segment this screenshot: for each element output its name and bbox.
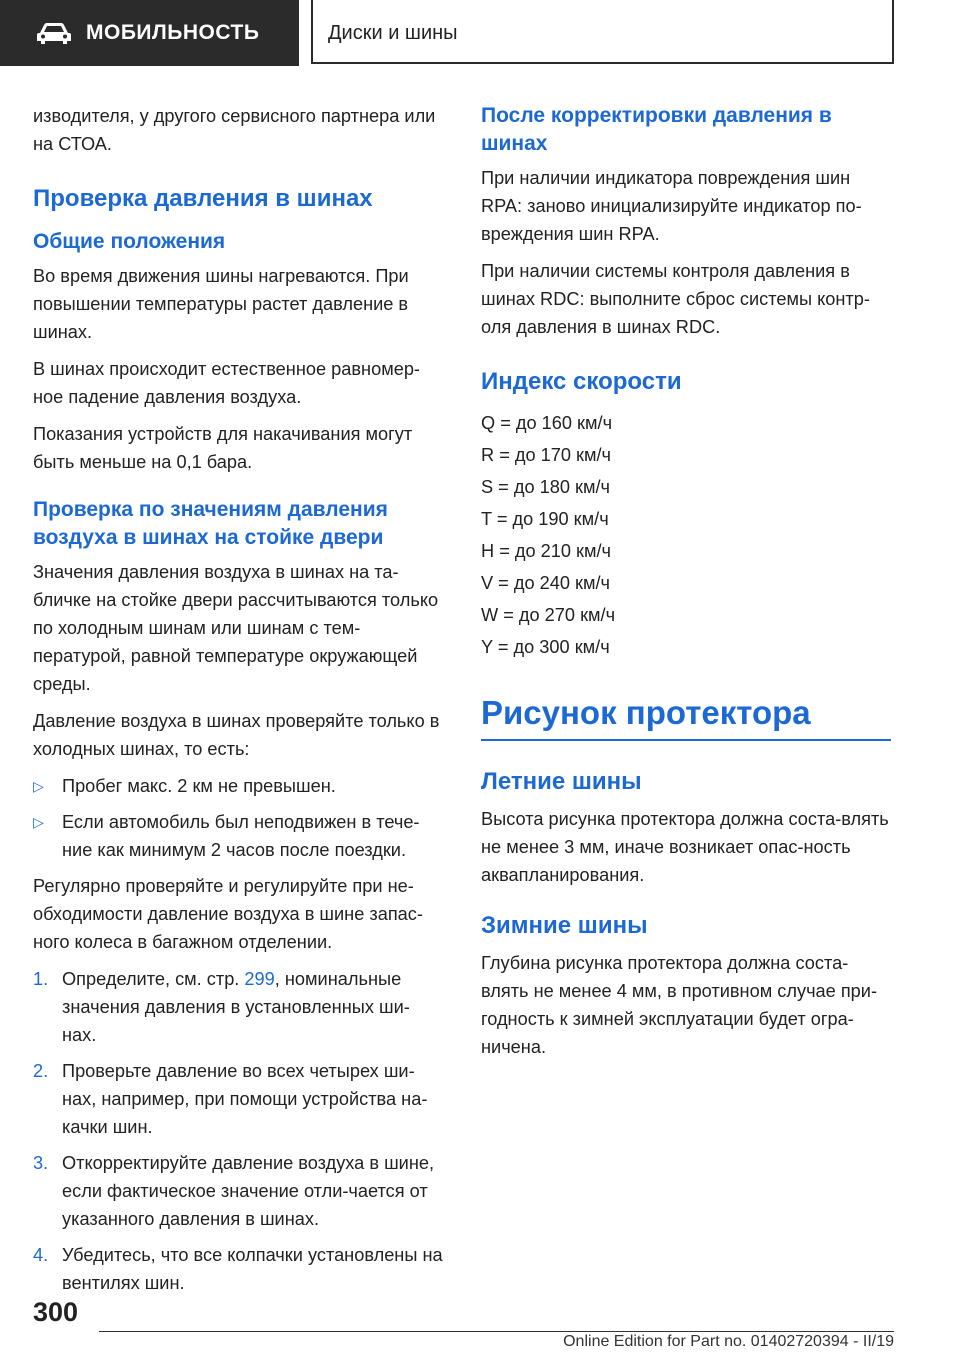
heading-door-values: Проверка по значениям давления воздуха в шинах на стойке двери bbox=[33, 498, 388, 549]
heading-check-pressure: Проверка давления в шинах bbox=[33, 185, 373, 212]
speed-item: S = до 180 км/ч bbox=[481, 477, 611, 497]
footer-edition: Online Edition for Part no. 01402720394 - II/19 bbox=[563, 1333, 894, 1350]
chapter-tab[interactable] bbox=[311, 0, 894, 64]
paragraph-summer: Высота рисунка протектора должна соста-влять не менее 3 мм, иначе возникает опас-ность аквапланирования. bbox=[481, 809, 889, 885]
paragraph-general-2: В шинах происходит естественное равномер-ное падение давления воздуха. bbox=[33, 359, 420, 407]
page-header bbox=[0, 0, 960, 66]
speed-item: T = до 190 км/ч bbox=[481, 509, 609, 529]
footer-divider bbox=[99, 1331, 894, 1332]
left-column bbox=[33, 102, 443, 1305]
speed-item: R = до 170 км/ч bbox=[481, 445, 612, 465]
step-number: 3. bbox=[33, 1153, 49, 1173]
speed-item: H = до 210 км/ч bbox=[481, 541, 612, 561]
speed-item: V = до 240 км/ч bbox=[481, 573, 611, 593]
speed-item: Q = до 160 км/ч bbox=[481, 413, 613, 433]
heading-after-correction: После корректировки давления в шинах bbox=[481, 104, 832, 155]
section-title: МОБИЛЬНОСТЬ bbox=[86, 21, 260, 44]
paragraph-door-2: Давление воздуха в шинах проверяйте только в холодных шинах, то есть: bbox=[33, 711, 440, 759]
paragraph-general-1: Во время движения шины нагреваются. При повышении температуры растет давление в шинах. bbox=[33, 266, 409, 342]
step-number: 1. bbox=[33, 969, 49, 989]
speed-item: W = до 270 км/ч bbox=[481, 605, 616, 625]
heading-general: Общие положения bbox=[33, 230, 226, 253]
right-column bbox=[481, 102, 891, 1070]
step-item: 2. Проверьте давление во всех четырех ши-нах, например, при помощи устройства на-качки шин. bbox=[33, 1057, 443, 1141]
step-item: 1. Определите, см. стр. 299, номинальные значения давления в установленных ши-нах. bbox=[33, 965, 443, 1049]
speed-index-list bbox=[481, 409, 891, 661]
triangle-bullet-icon: ▷ bbox=[33, 814, 44, 830]
speed-item: Y = до 300 км/ч bbox=[481, 637, 610, 657]
step-item: 4. Убедитесь, что все колпачки установлены на вентилях шин. bbox=[33, 1241, 443, 1297]
paragraph-regular: Регулярно проверяйте и регулируйте при не-обходимости давление воздуха в шине запас-ного колеса в багажном отделении. bbox=[33, 876, 423, 952]
list-item: ▷ Если автомобиль был неподвижен в тече-ние как минимум 2 часов после поездки. bbox=[33, 808, 443, 864]
chapter-title: Диски и шины bbox=[328, 21, 458, 44]
list-item: ▷ Пробег макс. 2 км не превышен. bbox=[33, 772, 443, 800]
heading-tread-pattern: Рисунок протектора bbox=[481, 693, 891, 741]
step-number: 2. bbox=[33, 1061, 49, 1081]
paragraph-door-1: Значения давления воздуха в шинах на та-бличке на стойке двери рассчитываются только по холодным шинам или шинам с тем-пературой, равной температуре окружающей среды. bbox=[33, 562, 439, 694]
heading-summer-tires: Летние шины bbox=[481, 768, 642, 795]
page-link[interactable]: 299 bbox=[244, 969, 275, 989]
heading-winter-tires: Зимние шины bbox=[481, 912, 648, 939]
paragraph-general-3: Показания устройств для накачивания могут быть меньше на 0,1 бара. bbox=[33, 424, 413, 472]
step-number: 4. bbox=[33, 1245, 49, 1265]
section-tab[interactable] bbox=[0, 0, 299, 66]
triangle-bullet-icon: ▷ bbox=[33, 778, 44, 794]
paragraph-after-2: При наличии системы контроля давления в шинах RDC: выполните сброс системы контр-оля давления в шинах RDC. bbox=[481, 261, 870, 337]
page-number: 300 bbox=[33, 1297, 79, 1327]
paragraph-intro: изводителя, у другого сервисного партнера или на СТОА. bbox=[33, 106, 436, 154]
paragraph-after-1: При наличии индикатора повреждения шин RPA: заново инициализируйте индикатор по-вреждения шин RPA. bbox=[481, 168, 862, 244]
heading-speed-index: Индекс скорости bbox=[481, 368, 682, 395]
car-icon bbox=[36, 21, 72, 45]
paragraph-winter: Глубина рисунка протектора должна соста-влять не менее 4 мм, в противном случае при-годность к зимней эксплуатации будет огра-ничена. bbox=[481, 953, 878, 1057]
step-item: 3. Откорректируйте давление воздуха в шине, если фактическое значение отли-чается от указанного давления в шинах. bbox=[33, 1149, 443, 1233]
